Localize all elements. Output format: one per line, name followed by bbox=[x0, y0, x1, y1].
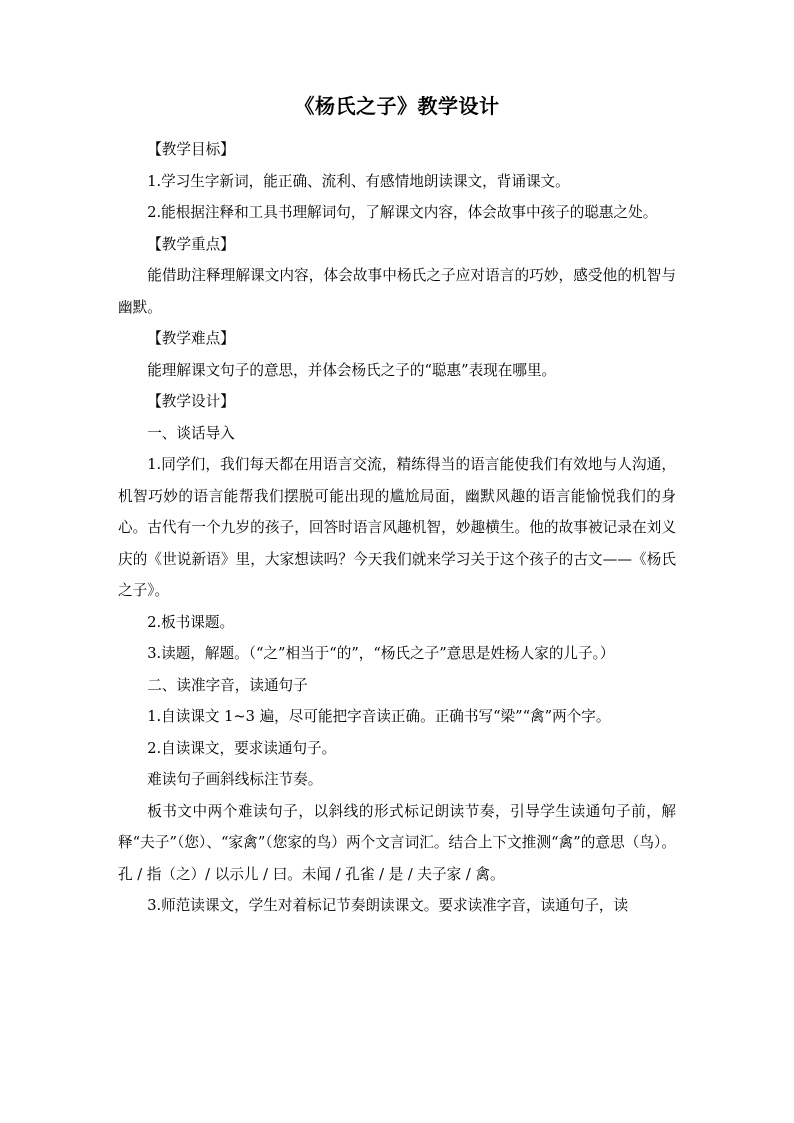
step1-item-3: 3.读题，解题。（“之”相当于“的”，“杨氏之子”意思是姓杨人家的儿子。） bbox=[147, 645, 615, 662]
section-heading-key-points: 【教学重点】 bbox=[147, 235, 235, 253]
objective-item-1: 1.学习生字新词，能正确、流利、有感情地朗读课文，背诵课文。 bbox=[147, 172, 570, 190]
step2-item-2: 2.自读课文，要求读通句子。 bbox=[147, 739, 337, 757]
key-points-text: 能借助注释理解课文内容，体会故事中杨氏之子应对语言的巧妙，感受他的机智与幽默。 bbox=[118, 267, 676, 316]
section-heading-design: 【教学设计】 bbox=[147, 393, 235, 410]
section-heading-objectives: 【教学目标】 bbox=[147, 141, 235, 158]
step2-item-1: 1.自读课文 1~3 遍，尽可能把字音读正确。正确书写“梁”“禽”两个字。 bbox=[147, 708, 611, 725]
document-title: 《杨氏之子》教学设计 bbox=[294, 94, 500, 118]
step1-item-2: 2.板书课题。 bbox=[147, 613, 235, 631]
step2-heading: 二、读准字音，读通句子 bbox=[147, 676, 308, 694]
objective-item-2: 2.能根据注释和工具书理解词句，了解课文内容，体会故事中孩子的聪惠之处。 bbox=[147, 204, 658, 221]
document-page bbox=[118, 92, 676, 922]
step1-item-1: 1.同学们，我们每天都在用语言交流，精练得当的语言能使我们有效地与人沟通，机智巧妙的语言能帮我们摆脱可能出现的尴尬局面，幽默风趣的语言能愉悦我们的身心。古代有一个九岁的孩子，回答时语言风趣机智，妙趣横生。他的故事被记录在刘义庆的《世说新语》里，大家想读吗？今天我们就来学习关于这个孩子的古文——《杨氏之子》。 bbox=[118, 456, 676, 599]
section-heading-difficulty: 【教学难点】 bbox=[147, 330, 235, 347]
step2-item-3: 3.师范读课文，学生对着标记节奏朗读课文。要求读准字音，读通句子，读 bbox=[147, 897, 629, 914]
step2-board-text: 板书文中两个难读句子，以斜线的形式标记朗读节奏，引导学生读通句子前，解释“夫子”（您）、“家禽”（您家的鸟）两个文言词汇。结合上下文推测“禽”的意思（鸟）。孔 / 指（之）/ 以示儿 / 曰。未闻 / 孔雀 / 是 / 夫子家 / 禽。 bbox=[118, 802, 676, 883]
difficulty-text: 能理解课文句子的意思，并体会杨氏之子的“聪惠”表现在哪里。 bbox=[147, 361, 557, 379]
step1-heading: 一、谈话导入 bbox=[147, 424, 235, 442]
step2-note: 难读句子画斜线标注节奏。 bbox=[147, 771, 323, 788]
